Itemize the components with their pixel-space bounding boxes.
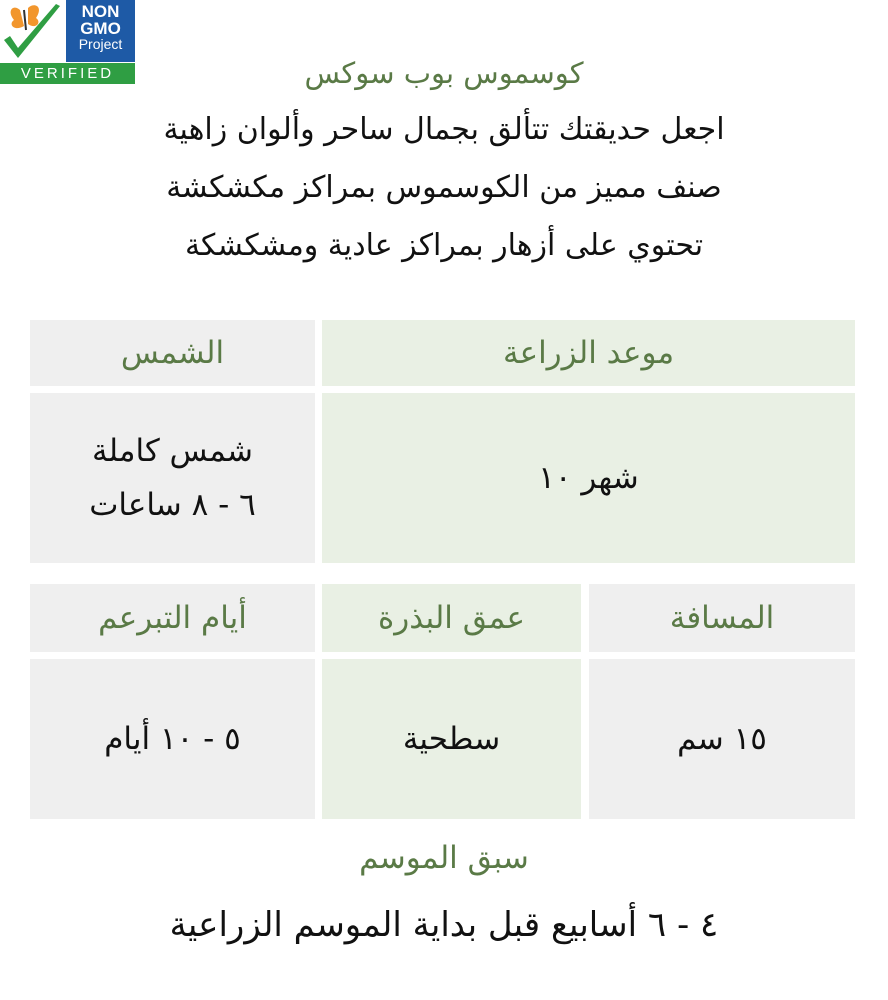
sun-value-line-1: شمس كاملة [92,432,253,469]
logo-line-3: Project [78,36,123,52]
description-line-1: اجعل حديقتك تتألق بجمال ساحر وألوان زاهية [163,112,725,147]
spacing-value: ١٥ سم [589,659,855,819]
sun-header: الشمس [30,320,315,386]
planting-time-header: موعد الزراعة [322,320,855,386]
product-title: كوسموس بوب سوكس [304,56,584,90]
sun-value [30,393,315,563]
sun-value-line-2: ٦ - ٨ ساعات [89,487,256,523]
spacing-header: المسافة [589,584,855,652]
seed-depth-value: سطحية [322,659,581,819]
germination-days-value: ٥ - ١٠ أيام [30,659,315,819]
germination-days-header: أيام التبرعم [30,584,315,652]
logo-text-box [66,0,135,62]
logo-verified-bar: VERIFIED [0,63,135,84]
description-line-2: صنف مميز من الكوسموس بمراكز مكشكشة [166,170,722,205]
season-title: سبق الموسم [359,840,529,876]
planting-time-value: شهر ١٠ [322,393,855,563]
season-value: ٤ - ٦ أسابيع قبل بداية الموسم الزراعية [169,905,719,945]
seed-depth-header: عمق البذرة [322,584,581,652]
logo-line-2: GMO [80,19,121,38]
description-line-3: تحتوي على أزهار بمراكز عادية ومشكشكة [184,228,704,263]
butterfly-checkmark-icon [0,0,66,64]
logo-line-1: NON [81,2,120,21]
